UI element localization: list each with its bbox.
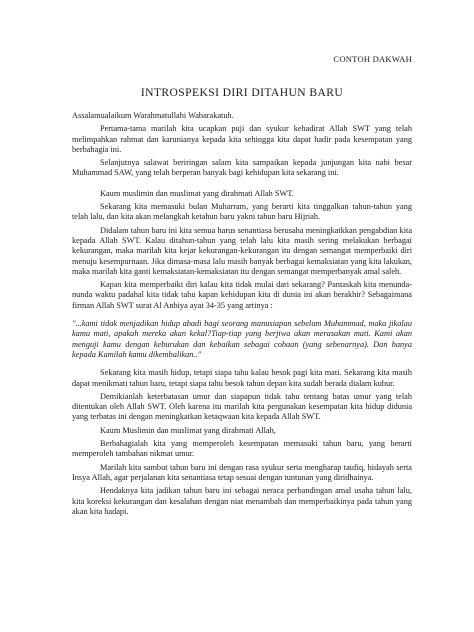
opening-paragraph: Pertama-tama marilah kita ucapkan puji dan syukur kehadirat Allah SWT yang telah melimpahkan rahmat dan karunianya kepada kita sehingga kita dapat hadir pada kesempatan yang berbahagia ini. — [72, 124, 412, 154]
life-paragraph: Sekarang kita masih hidup, tetapi siapa tahu kalau besok pagi kita mati. Sekarang kita masih dapat menikmati tahun baru, tetapi siapa tahu besok tahun depan kita sudah berada dialam kubur. — [72, 368, 412, 388]
reflection-paragraph: Hendaknya kita jadikan tahun baru ini sebagai neraca perbandingan amal usaha tahun lalu, kita koreksi kekurangan dan kesalahan dengan niat menambah dan memperbaikinya pada tahun yang akan kita hadapi. — [72, 486, 412, 516]
quran-quote: "...kami tidak menjadikan hidup abadi bagi seorang manusiapun sebelum Muhammad, maka jikalau kamu mati, apakah mereka akan kekal?Tiap-tiap yang berjiwa akan merasakan mati. Kami akan menguji kamu dengan keburukan dan kebaikan sebagai cobaan (yang sebenarnya). Dan hanya kepada Kamilah kamu dikembalikan.." — [72, 319, 412, 359]
address-paragraph-2: Kaum Muslimin dan muslimat yang dirahmati Allah, — [100, 425, 276, 435]
document-title: INTROSPEKSI DIRI DITAHUN BARU — [140, 86, 344, 99]
gratitude-paragraph: Berbahagialah kita yang memperoleh kesempatan memasuki tahun baru, yang berarti memperoleh tambahan nikmat umur. — [72, 439, 412, 459]
lifespan-paragraph: Demikianlah keterbatasan umur dan siapapun tidak tahu tentang batas umur yang telah ditentukan oleh Allah SWT. Oleh karena itu marilah kita pergunakan kesempatan kita hidup didunia yang terbatas ini dengan meningkatkan ketaqwaan kita kepada Allah SWT. — [72, 391, 412, 422]
greeting-paragraph: Assalamualaikum Warahmatullahi Wabarakatuh. — [72, 111, 234, 120]
muharram-paragraph: Sekarang kita memasuki bulan Muharram, yang berarti kita tinggalkan tahun-tahun yang telah lalu, dan kita akan melangkah ketahun baru yakni tahun baru Hijriah. — [72, 202, 412, 222]
address-paragraph: Kaum muslimin dan muslimat yang dirahmati Allah SWT. — [100, 188, 294, 198]
improvement-paragraph: Didalam tahun baru ini kita semua harus senantiasa berusaha meningkatkkan pengabdian kita kepada Allah SWT. Kalau ditahun-tahun yang telah lalu kita masih sering melakukan berbagai kekurangan, maka marilah kita kejar kekurangan-kekurangan itu dengan semangat memperbaiki diri menuju kesempurnaan. Jika dimasa-masa lalu masih banyak berbagai kemaksiatan yang kita lakukan, maka marilah kita ganti kemaksiatan-kemaksiatan itu dengan semangat memperbanyak amal saleh. — [72, 225, 412, 276]
salawat-paragraph: Selanjutnya salawat beriringan salam kita sampaikan kepada junjungan kita nabi besar Muhammad SAW, yang telah berperan banyak bagi kehidupan kita sekarang ini. — [72, 158, 412, 178]
question-paragraph: Kapan kita memperbaiki diri kalau kita tidak mulai dari sekarang? Pantaskah kita menunda-nunda waktu padahal kita tidak tahu kapan kehidupan kita di dunia ini akan berakhir? Sebagaimana firman Allah SWT surat Al Anbiya ayat 34-35 yang artinya : — [72, 280, 412, 310]
document-header: CONTOH DAKWAH — [333, 54, 412, 64]
welcome-paragraph: Marilah kita sambut tahun baru ini dengan rasa syukur serta mengharap taufiq, hidayah serta Insya Allah, agar perjalanan kita senantiasa tetap sesuai dengan tuntunan yang diridhainya. — [72, 462, 412, 482]
